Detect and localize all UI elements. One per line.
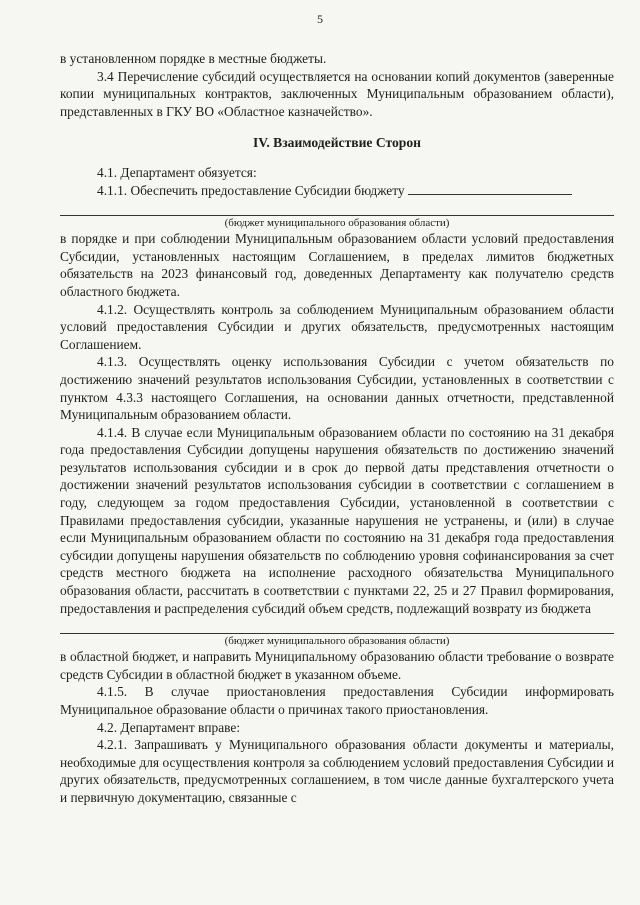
paragraph-continuation: в установленном порядке в местные бюджеты. <box>60 51 327 66</box>
paragraph-3-4: 3.4 Перечисление субсидий осуществляется на основании копий документов (заверенные копии муниципальных контрактов, заключенных Муниципальным образованием области), представленных в ГКУ ВО «Областное казначейство». <box>60 68 614 119</box>
paragraph-4-1: 4.1. Департамент обязуется: <box>97 164 257 180</box>
paragraph-4-1-4: 4.1.4. В случае если Муниципальным образованием области по состоянию на 31 декабря года предоставления Субсидии допущены нарушения обязательств по достижению значений результатов использования субсидии и в срок до первой даты представления отчетности о достижении значений результатов использования субсидии в соответствии с соглашением в году, следующем за годом предоставления Субсидии, установленной в соответствии с Правилами предоставления субсидии, указанные нарушения не устранены, и (или) в случае если Муниципальным образованием области по состоянию на 31 декабря года предоставления субсидии допущены нарушения обязательств по соблюдению уровня софинансирования за счет средств местного бюджета на исполнение расходного обязательства Муниципального образования области, рассчитать в соответствии с пунктами 22, 25 и 27 Правил формирования, предоставления и распределения субсидий объем средств, подлежащий возврату из бюджета <box>60 424 614 616</box>
paragraph-4-1-4-cont: в областной бюджет, и направить Муниципальному образованию области требование о возврате средств Субсидии в областной бюджет в указанном объеме. <box>60 649 614 682</box>
paragraph-4-1-5: 4.1.5. В случае приостановления предоставления Субсидии информировать Муниципальное образование области о причинах такого приостановления. <box>60 684 614 717</box>
fill-in-blank <box>408 182 572 195</box>
paragraph-4-1-3: 4.1.3. Осуществлять оценку использования Субсидии с учетом обязательств по достижению значений результатов использования Субсидии, установленных в соответствии с пунктом 4.3.3 настоящего Соглашения, на основании данных отчетности, представленной Муниципальным образованием области. <box>60 354 614 423</box>
paragraph-4-1-1-cont: в порядке и при соблюдении Муниципальным образованием области условий предоставления Субсидии, установленных настоящим Соглашением, в пределах лимитов бюджетных обязательств на 2023 финансовый год, доведенных Департаменту как получателю средств областного бюджета. <box>60 231 614 299</box>
section-heading: IV. Взаимодействие Сторон <box>253 135 421 151</box>
page-number: 5 <box>317 12 323 26</box>
paragraph-4-2-1: 4.2.1. Запрашивать у Муниципального образования области документы и материалы, необходимые для осуществления контроля за соблюдением условий предоставления Субсидии и других обязательств, предусмотренных соглашением, в том числе данные бухгалтерского учета и первичную документацию, связанные с <box>60 737 614 805</box>
blank-line-1 <box>60 203 614 216</box>
paragraph-4-1-1-text: 4.1.1. Обеспечить предоставление Субсидии бюджету <box>97 182 405 198</box>
caption-budget-1: (бюджет муниципального образования области) <box>224 217 450 230</box>
paragraph-4-1-1 <box>60 182 614 200</box>
document-body <box>60 50 614 807</box>
paragraph-4-1-2: 4.1.2. Осуществлять контроль за соблюдением Муниципальным образованием области условий предоставления Субсидии и других обязательств, предусмотренных настоящим Соглашением. <box>60 301 614 352</box>
caption-budget-2: (бюджет муниципального образования области) <box>224 635 450 648</box>
blank-line-2 <box>60 621 614 634</box>
paragraph-4-2: 4.2. Департамент вправе: <box>97 719 241 735</box>
